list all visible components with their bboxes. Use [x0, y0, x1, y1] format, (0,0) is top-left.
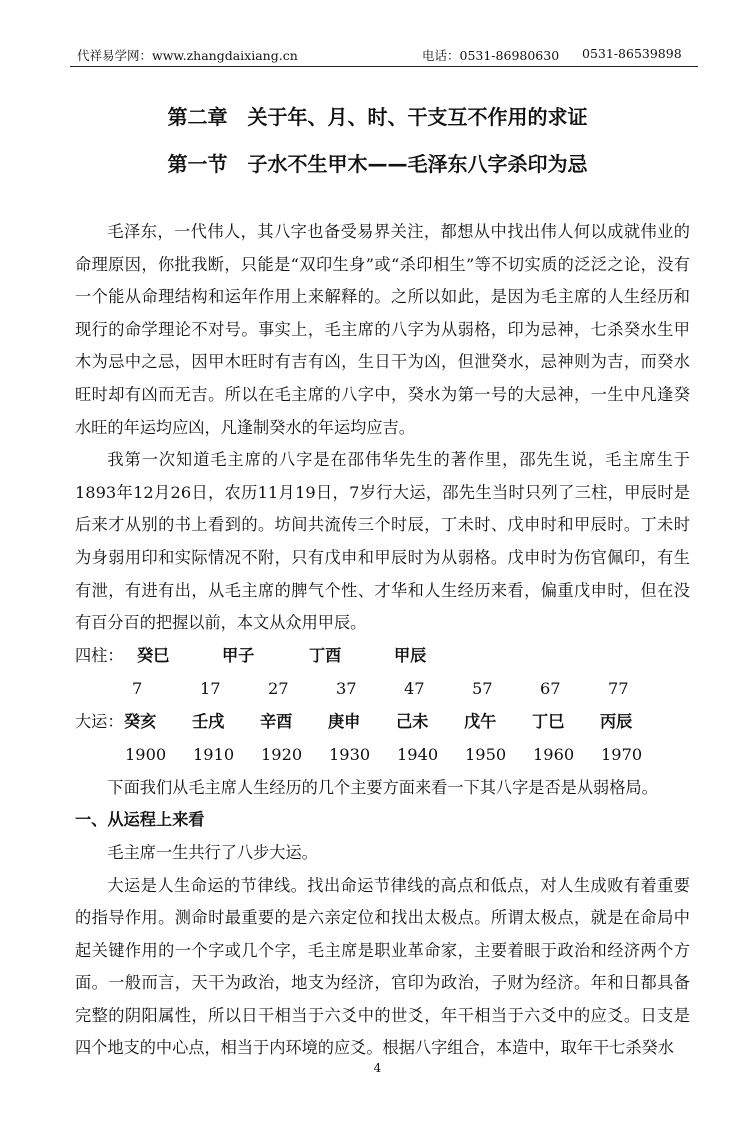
- page-header: [77, 46, 695, 66]
- paragraph-1: 毛泽东，一代伟人，其八字也备受易界关注，都想从中找出伟人何以成就伟业的命理原因，你批我断，只能是“双印生身”或“杀印相生”等不切实质的泛泛之论，没有一个能从命理结构和运年作用上来解释的。之所以如此，是因为毛主席的人生经历和现行的命学理论不对号。事实上，毛主席的八字为从弱格，印为忌神，七杀癸水生甲木为忌中之忌，因甲木旺时有吉有凶，生日干为凶，但泄癸水，忌神则为吉，而癸水旺时却有凶而无吉。所以在毛主席的八字中，癸水为第一号的大忌神，一生中凡逢癸水旺的年运均应凶，凡逢制癸水的年运均应吉。: [75, 222, 690, 437]
- dayun-year: 1970: [601, 744, 643, 764]
- dayun-year: 1900: [125, 744, 167, 764]
- dayun-ganzhi: 癸亥: [124, 711, 157, 731]
- page-number: 4: [373, 1061, 382, 1075]
- website-label: 代祥易学网：www.zhangdaixiang.cn: [77, 48, 298, 63]
- paragraph-2: 我第一次知道毛主席的八字是在邵伟华先生的著作里，邵先生说，毛主席生于1893年12月26日，农历11月19日，7岁行大运，邵先生当时只列了三柱，甲辰时是后来才从别的书上看到的。坊间共流传三个时辰，丁未时、戊申时和甲辰时。丁未时为身弱用印和实际情况不附，只有戊申和甲辰时为从弱格。戊申时为伤官佩印，有生有泄，有进有出，从毛主席的脾气个性、才华和人生经历来看，偏重戊申时，但在没有百分百的把握以前，本文从众用甲辰。: [75, 450, 690, 633]
- dayun-age: 67: [540, 678, 561, 698]
- dayun-age: 77: [608, 678, 629, 698]
- header-divider: [70, 66, 698, 67]
- dayun-year: 1960: [533, 744, 575, 764]
- paragraph-3: 下面我们从毛主席人生经历的几个主要方面来看一下其八字是否是从弱格局。: [107, 777, 658, 797]
- dayun-age: 37: [336, 678, 357, 698]
- dayun-ganzhi: 丙辰: [600, 711, 633, 731]
- pillar-hour: 甲辰: [394, 645, 427, 665]
- paragraph-4: 毛主席一生共行了八步大运。: [107, 842, 318, 862]
- pillar-month: 甲子: [222, 645, 255, 665]
- pillar-year: 癸巳: [137, 645, 170, 665]
- dayun-year-row: [75, 739, 690, 772]
- dayun-ganzhi: 壬戌: [192, 711, 225, 731]
- dayun-ganzhi-row: [75, 706, 690, 739]
- dayun-year: 1920: [261, 744, 303, 764]
- four-pillars-row: [75, 640, 690, 673]
- dayun-ganzhi: 辛酉: [260, 711, 293, 731]
- pillar-day: 丁酉: [309, 645, 342, 665]
- dayun-age-row: [75, 673, 690, 706]
- paragraph-5: 大运是人生命运的节律线。找出命运节律线的高点和低点，对人生成败有着重要的指导作用。测命时最重要的是六亲定位和找出太极点。所谓太极点，就是在命局中起关键作用的一个字或几个字，毛主席是职业革命家，主要着眼于政治和经济两个方面。一般而言，天干为政治，地支为经济，官印为政治，子财为经济。年和日都具备完整的阴阳属性，所以日干相当于六爻中的世爻，年干相当于六爻中的应爻。日支是四个地支的中心点，相当于内环境的应爻。根据八字组合，本造中，取年干七杀癸水: [75, 875, 690, 1058]
- dayun-year: 1910: [193, 744, 235, 764]
- dayun-age: 47: [404, 678, 425, 698]
- phone-number-1: 电话：0531-86980630: [422, 48, 560, 63]
- dayun-age: 7: [132, 678, 143, 698]
- dayun-ganzhi: 戊午: [464, 711, 497, 731]
- subheading-1: 一、从运程上来看: [75, 810, 205, 830]
- phone-number-2: 0531-86539898: [582, 46, 682, 61]
- section-title: 第一节 子水不生甲木——毛泽东八字杀印为忌: [167, 152, 588, 176]
- dayun-ganzhi: 己未: [396, 711, 429, 731]
- dayun-year: 1950: [465, 744, 507, 764]
- dayun-age: 17: [200, 678, 221, 698]
- body-text: [75, 216, 690, 1065]
- chapter-title: 第二章 关于年、月、时、干支互不作用的求证: [167, 105, 588, 129]
- dayun-age: 27: [268, 678, 289, 698]
- dayun-ganzhi: 庚申: [328, 711, 361, 731]
- four-pillars-label: 四柱：: [75, 645, 124, 665]
- dayun-year: 1940: [397, 744, 439, 764]
- dayun-age: 57: [472, 678, 493, 698]
- dayun-year: 1930: [329, 744, 371, 764]
- dayun-label: 大运：: [75, 711, 124, 731]
- dayun-ganzhi: 丁巳: [532, 711, 565, 731]
